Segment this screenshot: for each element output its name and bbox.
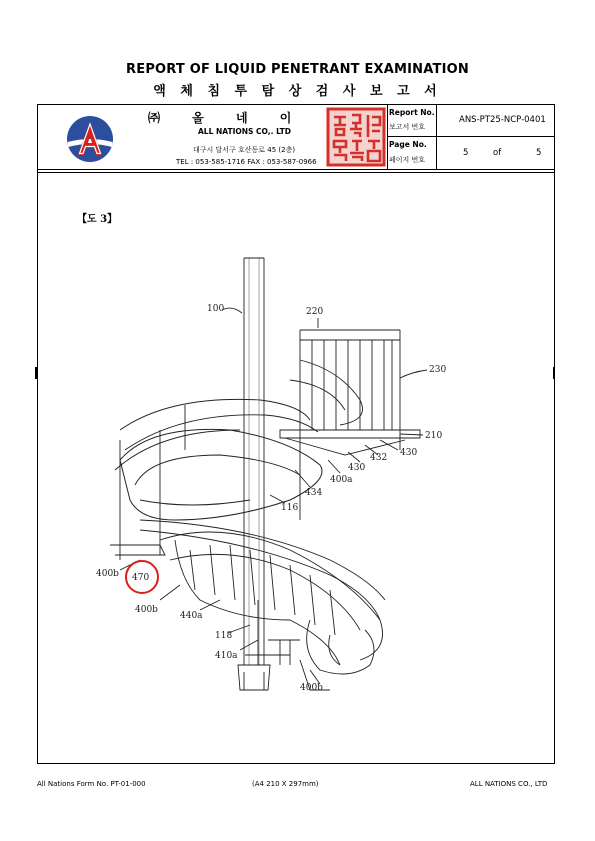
callout-470: 470 — [132, 573, 150, 583]
footer-form-no: All Nations Form No. PT-01-000 — [37, 780, 146, 788]
company-tel-fax: TEL : 053-585-1716 FAX : 053-587-0966 — [176, 158, 317, 166]
footer-paper-size: (A4 210 X 297mm) — [252, 780, 319, 788]
header-divider-1 — [387, 105, 388, 169]
report-title-ko: 액 체 침 투 탐 상 검 사 보 고 서 — [153, 84, 442, 99]
callout-210: 210 — [425, 431, 443, 441]
callout-116: 116 — [281, 503, 299, 513]
company-logo-icon — [66, 115, 114, 163]
page-number: 5 — [463, 148, 469, 158]
figure-label: 【도 3】 — [77, 214, 118, 225]
header-double-rule — [38, 172, 554, 173]
report-header — [38, 105, 554, 170]
report-no-label: Report No. — [389, 108, 435, 117]
callout-400b-left: 400b — [96, 569, 119, 579]
page-of: of — [493, 148, 502, 158]
footer-company: ALL NATIONS CO., LTD — [470, 780, 548, 788]
callout-430-right: 430 — [400, 448, 418, 458]
callout-430-left: 430 — [348, 463, 366, 473]
company-name-en: ALL NATIONS CO,. LTD — [198, 127, 291, 136]
callout-400b-bottom: 400b — [300, 683, 323, 693]
company-seal-stamp — [326, 107, 386, 167]
company-address: 대구시 달서구 호산동로 45 (2층) — [193, 146, 296, 154]
page-total: 5 — [536, 148, 542, 158]
page-no-label-ko: 페이지 번호 — [389, 156, 426, 164]
header-row-divider — [387, 136, 554, 137]
report-title-en: REPORT OF LIQUID PENETRANT EXAMINATION — [126, 62, 469, 77]
report-no-label-ko: 보고서 번호 — [389, 123, 426, 131]
callout-432: 432 — [370, 453, 388, 463]
callout-434: 434 — [305, 488, 323, 498]
report-no-value: ANS-PT25-NCP-0401 — [459, 115, 546, 125]
callout-100: 100 — [207, 304, 225, 314]
callout-400b-mid: 400b — [135, 605, 158, 615]
callout-230: 230 — [429, 365, 447, 375]
callout-410a: 410a — [215, 651, 238, 661]
callout-220: 220 — [306, 307, 324, 317]
page-no-label: Page No. — [389, 140, 427, 149]
left-edge-mark — [35, 367, 37, 379]
callout-118: 118 — [215, 631, 233, 641]
header-divider-2 — [436, 105, 437, 169]
callout-440a: 440a — [180, 611, 203, 621]
company-name-ko: ㈜ 올 네 이 — [148, 111, 306, 125]
callout-400a: 400a — [330, 475, 353, 485]
spiral-slide-drawing — [40, 200, 555, 720]
